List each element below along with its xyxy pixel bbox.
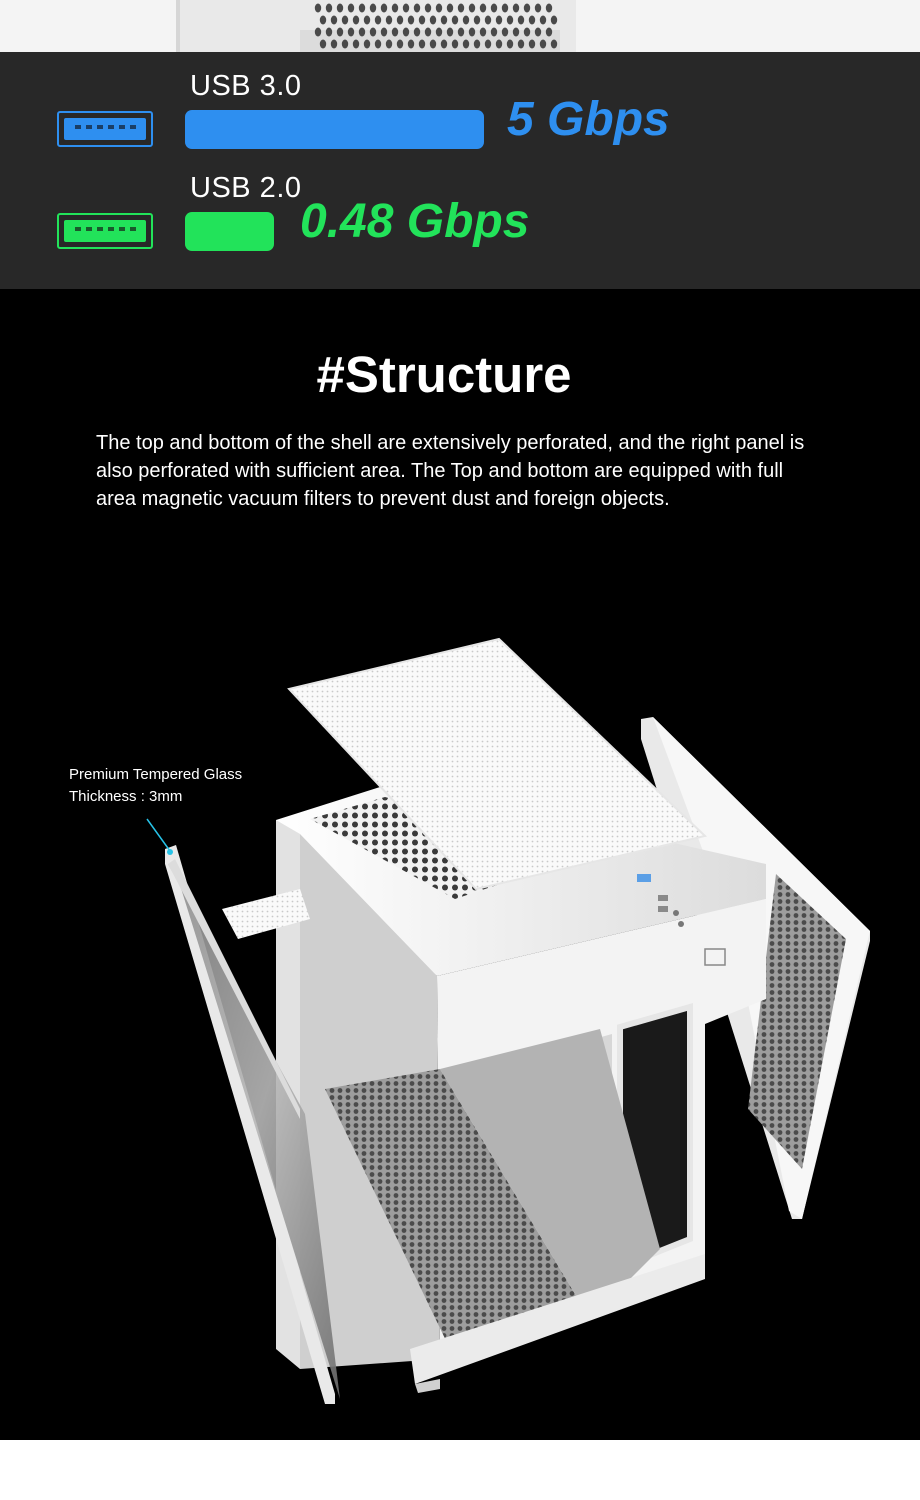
usb3-speed-value: 5 Gbps [507,93,670,146]
mesh-hole [315,28,321,37]
mesh-hole [403,4,409,13]
mesh-hole [540,16,546,25]
mesh-hole [370,28,376,37]
mesh-hole [540,40,546,49]
mesh-hole [474,16,480,25]
exploded-case-illustration [0,289,920,1440]
mesh-hole [485,40,491,49]
mesh-hole [414,4,420,13]
mesh-hole [348,4,354,13]
mesh-hole [535,28,541,37]
mesh-hole [463,16,469,25]
mesh-hole [381,28,387,37]
mesh-hole [408,16,414,25]
usb3-label: USB 3.0 [190,70,302,102]
mesh-hole [480,4,486,13]
mesh-hole [524,28,530,37]
mesh-hole [386,40,392,49]
mesh-hole [452,16,458,25]
mesh-hole [425,4,431,13]
glass-callout-title: Premium Tempered Glass [69,766,243,783]
structure-title: #Structure [316,346,572,403]
mesh-hole [326,4,332,13]
mesh-hole [452,40,458,49]
mesh-hole [496,40,502,49]
mesh-hole [359,28,365,37]
usb2-label: USB 2.0 [190,172,302,204]
mesh-hole [386,16,392,25]
usb2-speed-value: 0.48 Gbps [300,195,530,248]
usb2-speed-bar [185,212,274,251]
mesh-hole [502,4,508,13]
mesh-hole [485,16,491,25]
mesh-hole [447,4,453,13]
mesh-hole [359,4,365,13]
mesh-hole [469,28,475,37]
mesh-hole [337,4,343,13]
mesh-hole [441,16,447,25]
mesh-hole [342,16,348,25]
mesh-hole [496,16,502,25]
usb-2-port-icon [57,213,153,249]
mesh-hole [425,28,431,37]
mesh-hole [320,16,326,25]
case-front-mesh-fragment [0,0,920,52]
mesh-hole [474,40,480,49]
mesh-hole [326,28,332,37]
structure-section [0,289,920,1440]
mesh-hole [364,40,370,49]
mesh-hole [353,40,359,49]
mesh-hole [375,16,381,25]
mesh-hole [419,40,425,49]
mesh-hole [430,40,436,49]
mesh-hole [502,28,508,37]
glass-callout-thickness: Thickness : 3mm [69,788,183,805]
mesh-hole [331,16,337,25]
usb-3-port-icon [57,111,153,147]
mesh-hole [342,40,348,49]
structure-description: The top and bottom of the shell are extensively perforated, and the right panel is also perforated with sufficient area. The Top and bottom are equipped with full area magnetic vacuum filters to prevent dust and foreign objects. [96,432,805,510]
mesh-hole [546,28,552,37]
mesh-hole [513,28,519,37]
mesh-hole [397,40,403,49]
mesh-hole [529,40,535,49]
mesh-hole [524,4,530,13]
mesh-hole [529,16,535,25]
mesh-hole [491,28,497,37]
mesh-hole [436,28,442,37]
mesh-hole [436,4,442,13]
mesh-hole [403,28,409,37]
mesh-hole [518,16,524,25]
mesh-hole [535,4,541,13]
mesh-hole [491,4,497,13]
mesh-hole [320,40,326,49]
mesh-hole [546,4,552,13]
mesh-hole [348,28,354,37]
mesh-hole [331,40,337,49]
page-bottom-spacer [0,1440,920,1500]
mesh-hole [480,28,486,37]
mesh-hole [315,4,321,13]
mesh-hole [364,16,370,25]
mesh-hole [458,4,464,13]
mesh-hole [551,40,557,49]
mesh-hole [507,16,513,25]
mesh-hole [441,40,447,49]
usb3-speed-bar [185,110,484,149]
mesh-hole [469,4,475,13]
mesh-hole [513,4,519,13]
mesh-hole [551,16,557,25]
mesh-hole [353,16,359,25]
mesh-hole [430,16,436,25]
usb-speed-panel [0,52,920,289]
previous-section-photo-strip [0,0,920,52]
mesh-hole [397,16,403,25]
mesh-hole [419,16,425,25]
mesh-hole [458,28,464,37]
mesh-hole [337,28,343,37]
mesh-hole [392,4,398,13]
mesh-hole [447,28,453,37]
mesh-hole [408,40,414,49]
mesh-hole [518,40,524,49]
mesh-hole [370,4,376,13]
mesh-hole [463,40,469,49]
mesh-hole [414,28,420,37]
mesh-hole [381,4,387,13]
mesh-hole [375,40,381,49]
glass-callout-dot [167,849,173,855]
mesh-hole [507,40,513,49]
mesh-hole [392,28,398,37]
glass-callout-line [147,819,170,851]
